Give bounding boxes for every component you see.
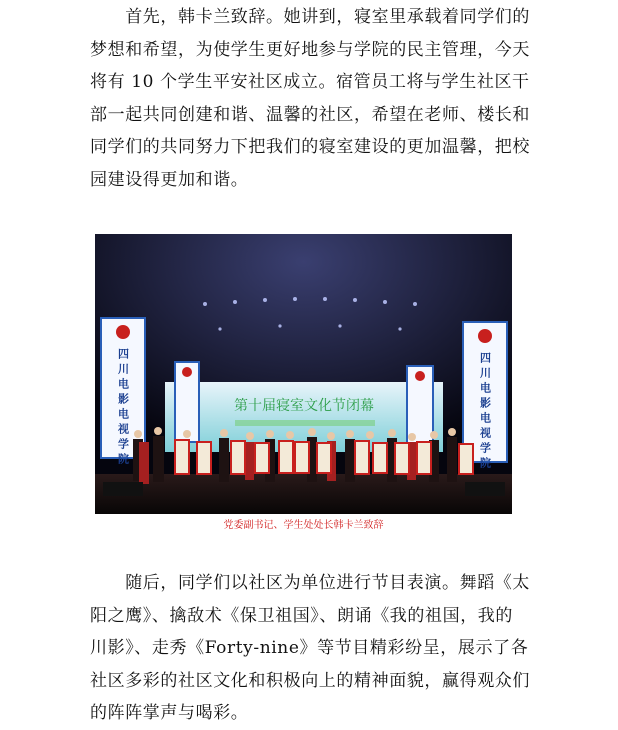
photo-caption: 党委副书记、学生处处长韩卡兰致辞 — [223, 520, 384, 531]
paragraph-opening: 首先，韩卡兰致辞。她讲到，寝室里承载着同学们的梦想和希望，为使学生更好地参与学院的民主管理，今天将有 10 个学生平安社区成立。宿管员工将与学生社区干部一起共同创建和谐、温馨的社区，希望在老师、楼长和同学们的共同努力下把我们的寝室建设的更加温馨，把校园建设得更加和谐。 — [90, 7, 530, 190]
banner-left-text: 四川电影电视学院 — [116, 348, 130, 468]
banner-right-text: 四川电影电视学院 — [478, 352, 492, 472]
stage-photo — [95, 234, 512, 514]
paragraph-performances: 随后，同学们以社区为单位进行节目表演。舞蹈《太阳之鹰》、擒敌术《保卫祖国》、朗诵《我的祖国，我的川影》、走秀《Forty-nine》等节目精彩纷呈，展示了各社区多彩的社区文化和积极向上的精神面貌，赢得观众们的阵阵掌声与喝彩。 — [90, 573, 530, 724]
stage-photo-drawing — [95, 234, 512, 514]
screen-title: 第十届寝室文化节闭幕 — [234, 398, 374, 414]
